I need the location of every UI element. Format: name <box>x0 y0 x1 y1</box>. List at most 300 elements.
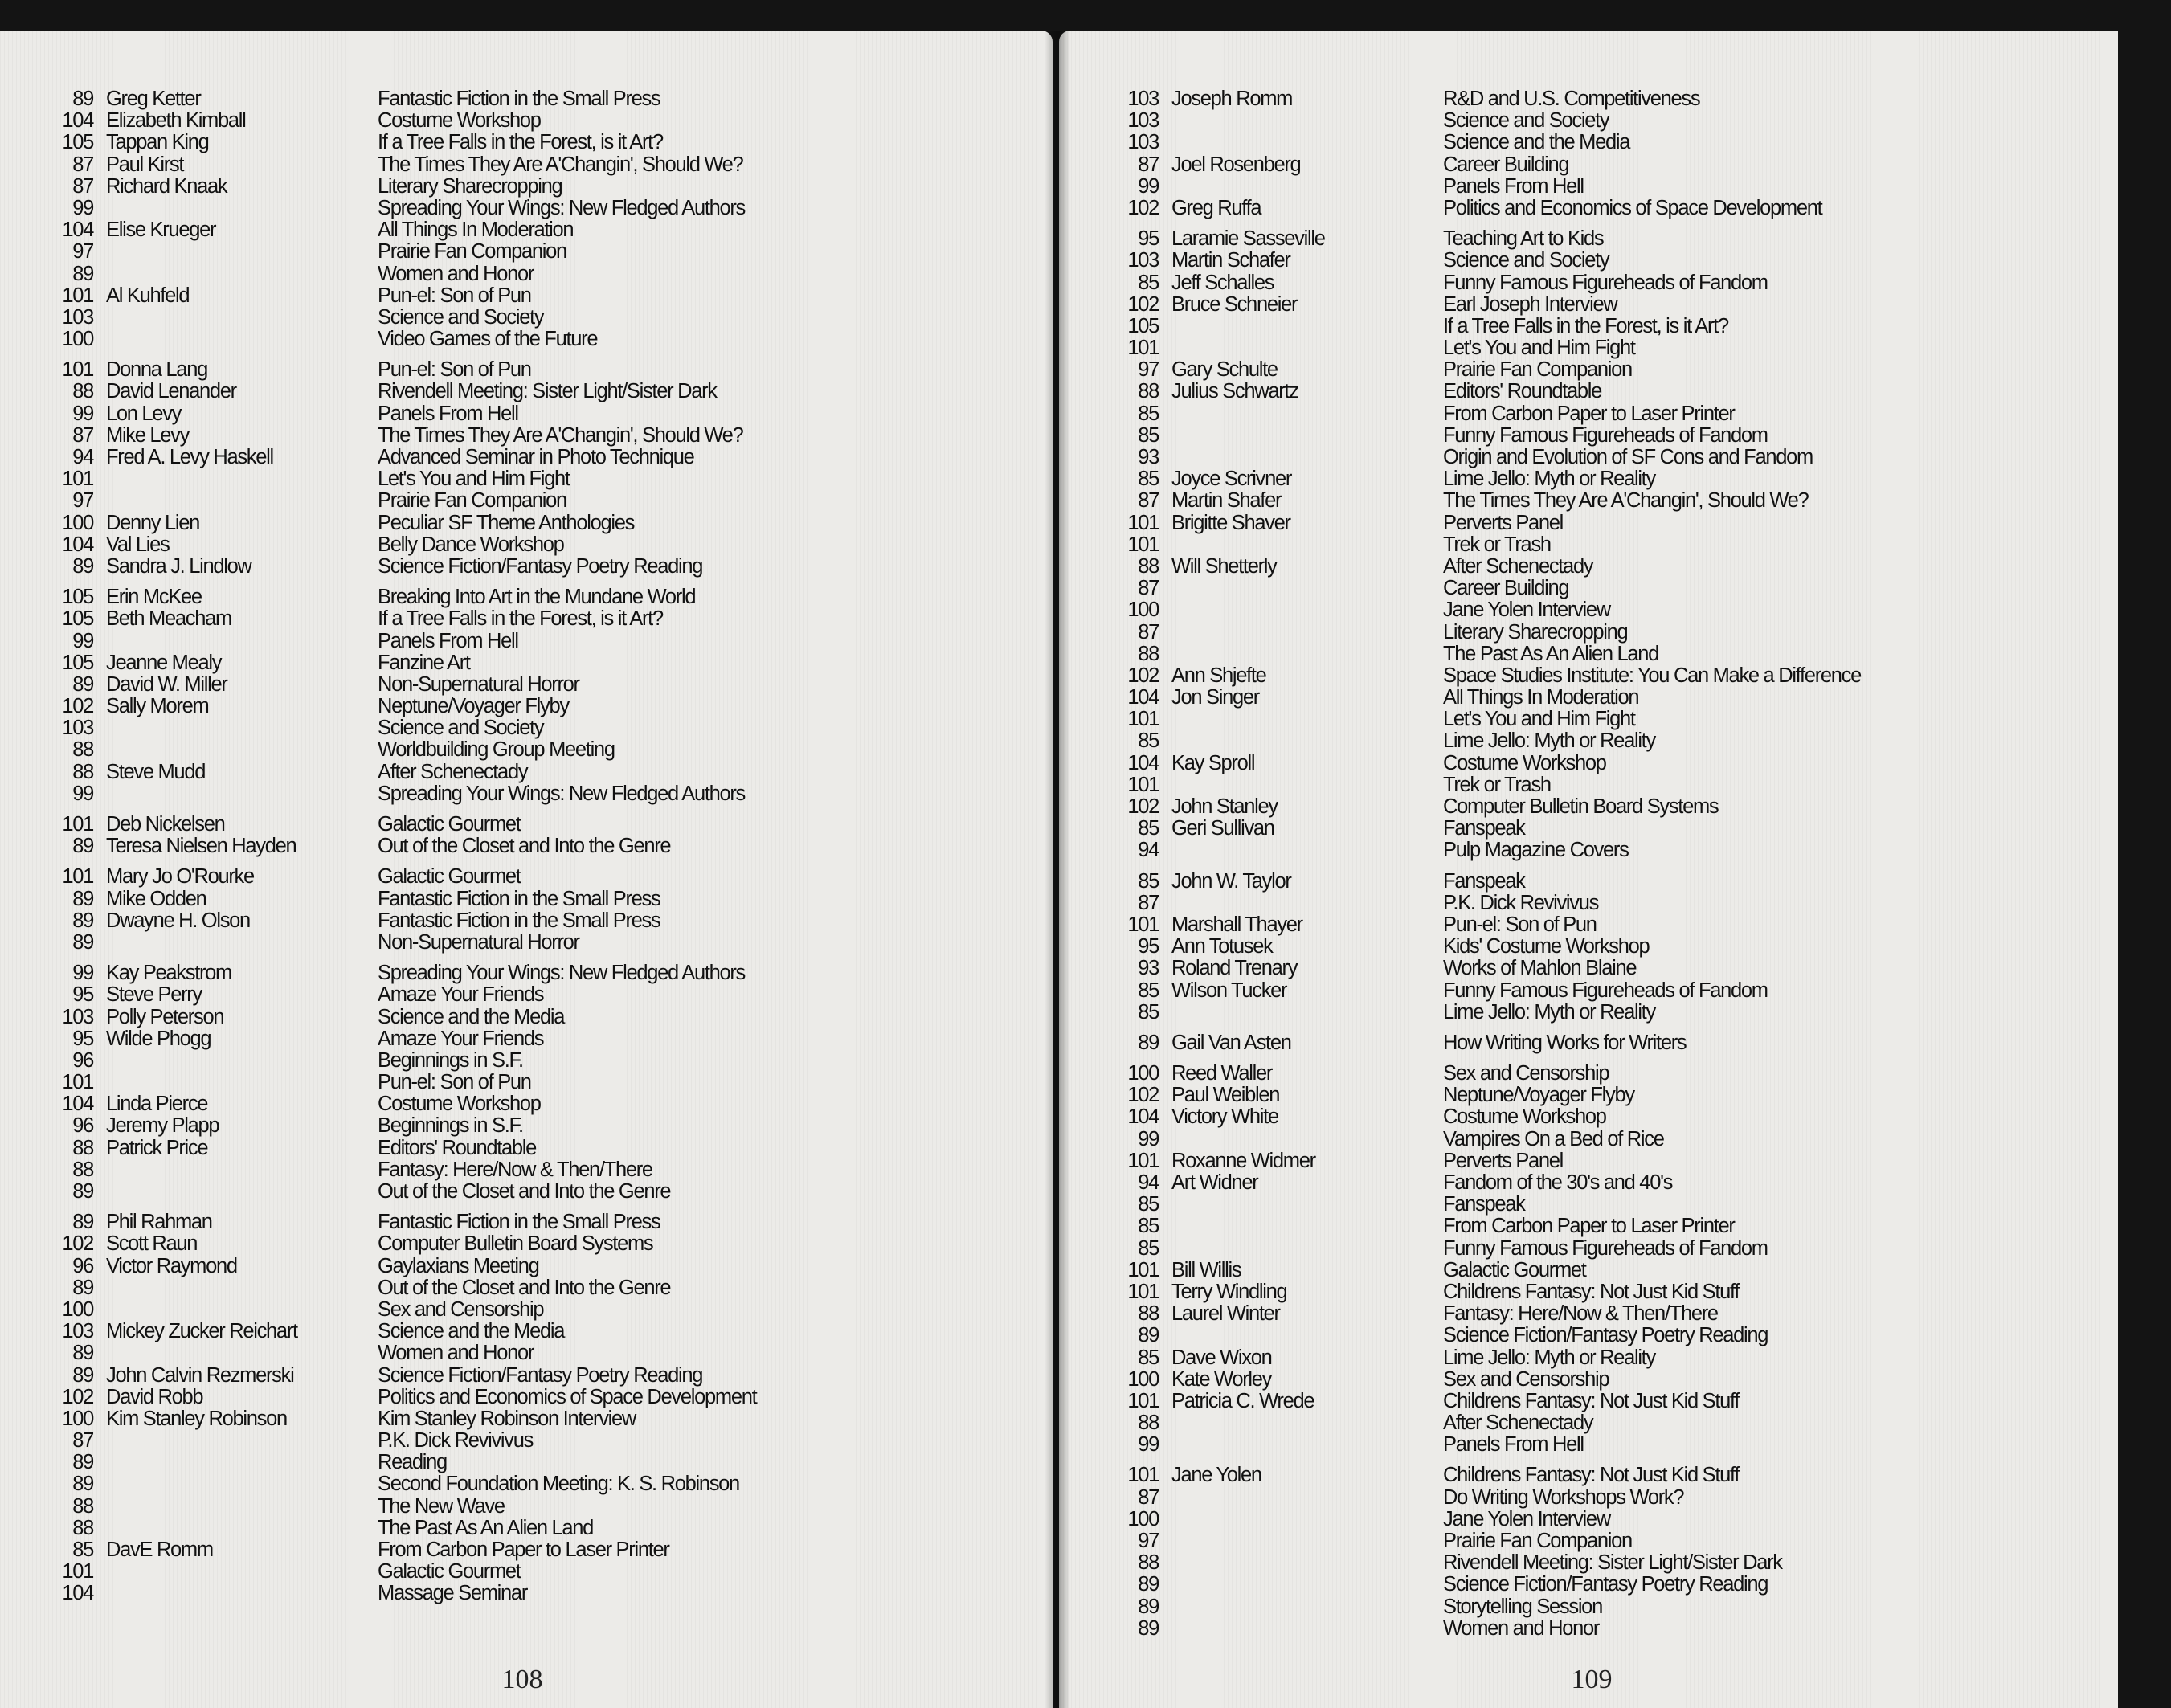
participant-name <box>106 264 378 285</box>
participant-name <box>106 1518 378 1539</box>
index-row <box>1115 1303 1861 1325</box>
index-row <box>1115 871 1861 893</box>
participant-name <box>1171 1325 1443 1346</box>
panel-title: Fantastic Fiction in the Small Press <box>378 1211 660 1234</box>
page-ref: 85 <box>1138 817 1159 840</box>
participant-name <box>1171 1434 1443 1456</box>
index-row <box>50 631 756 652</box>
group-spacer <box>1115 862 1861 871</box>
participant-name: Richard Knaak <box>106 174 227 198</box>
index-row <box>1115 513 1861 534</box>
page-ref: 101 <box>62 1560 93 1583</box>
page-ref: 89 <box>72 672 93 696</box>
index-row <box>1115 1434 1861 1456</box>
panel-title: Fantastic Fiction in the Small Press <box>378 88 660 110</box>
panel-title: Neptune/Voyager Flyby <box>1443 1084 1634 1107</box>
panel-title: Funny Famous Figureheads of Fandom <box>1443 1236 1768 1260</box>
page-ref: 105 <box>62 607 93 631</box>
index-row <box>50 403 756 425</box>
participant-name: Victor Raymond <box>106 1254 237 1277</box>
panel-title: Pun-el: Son of Pun <box>378 358 531 382</box>
index-row <box>1115 1085 1861 1106</box>
participant-name: Bruce Schneier <box>1171 292 1298 316</box>
participant-name <box>1171 774 1443 796</box>
page-ref: 103 <box>1127 88 1159 110</box>
index-row <box>50 1050 756 1072</box>
index-row <box>50 652 756 674</box>
participant-name: Geri Sullivan <box>1171 817 1274 840</box>
panel-title: Costume Workshop <box>1443 751 1606 774</box>
page-ref: 89 <box>72 887 93 910</box>
index-row <box>1115 893 1861 914</box>
page-ref: 89 <box>1138 1573 1159 1596</box>
index-row <box>1115 753 1861 774</box>
participant-name <box>1171 709 1443 730</box>
panel-title: The Past As An Alien Land <box>378 1516 594 1539</box>
book-gutter-shadow <box>1045 31 1070 1708</box>
page-ref: 105 <box>62 651 93 674</box>
participant-name: Kay Sproll <box>1171 751 1255 774</box>
panel-title: Panels From Hell <box>1443 1433 1584 1457</box>
index-row <box>50 739 756 761</box>
participant-name <box>106 1430 378 1452</box>
panel-title: Pun-el: Son of Pun <box>378 1071 531 1094</box>
participant-name: Val Lies <box>106 533 170 556</box>
page-ref: 88 <box>1138 380 1159 403</box>
participant-name: Paul Weiblen <box>1171 1084 1280 1107</box>
index-row <box>1115 110 1861 132</box>
page-ref: 104 <box>1127 1105 1159 1129</box>
index-row <box>50 608 756 630</box>
index-row <box>1115 1106 1861 1128</box>
participant-name: Fred A. Levy Haskell <box>106 446 273 468</box>
page-ref: 95 <box>1138 935 1159 958</box>
index-row <box>1115 1487 1861 1509</box>
page-ref: 87 <box>1138 489 1159 513</box>
panel-title: All Things In Moderation <box>378 219 574 242</box>
participant-index-list <box>1115 88 1861 1640</box>
panel-title: Galactic Gourmet <box>378 1560 521 1583</box>
panel-title: Sex and Censorship <box>378 1297 544 1321</box>
participant-name: Greg Ruffa <box>1171 196 1261 219</box>
index-row <box>1115 599 1861 621</box>
panel-title: Science and the Media <box>1443 131 1630 154</box>
index-row <box>1115 447 1861 468</box>
panel-title: Let's You and Him Fight <box>378 468 570 491</box>
panel-title: Worldbuilding Group Meeting <box>378 738 615 762</box>
participant-name <box>106 1342 378 1364</box>
page-ref: 85 <box>72 1538 93 1561</box>
page-ref: 101 <box>1127 511 1159 534</box>
page-ref: 104 <box>1127 751 1159 774</box>
page-ref: 100 <box>1127 599 1159 622</box>
panel-title: Peculiar SF Theme Anthologies <box>378 511 635 534</box>
page-ref: 96 <box>72 1048 93 1072</box>
page-ref: 89 <box>1138 1031 1159 1054</box>
participant-name: Steve Mudd <box>106 760 206 783</box>
index-row <box>50 556 756 578</box>
panel-title: Prairie Fan Companion <box>378 489 566 513</box>
page-ref: 89 <box>1138 1595 1159 1618</box>
page-ref: 101 <box>1127 533 1159 556</box>
participant-name: Denny Lien <box>106 511 200 534</box>
participant-name: Erin McKee <box>106 586 202 609</box>
index-row <box>50 1256 756 1277</box>
page-ref: 101 <box>62 1071 93 1094</box>
page-ref: 105 <box>62 586 93 609</box>
panel-title: Trek or Trash <box>1443 773 1551 796</box>
index-row <box>1115 774 1861 796</box>
participant-name <box>1171 1618 1443 1640</box>
page-ref: 88 <box>72 738 93 762</box>
page-ref: 100 <box>62 511 93 534</box>
participant-name: Joel Rosenberg <box>1171 153 1301 176</box>
page-ref: 101 <box>1127 773 1159 796</box>
participant-name <box>106 1452 378 1473</box>
page-ref: 101 <box>62 284 93 307</box>
index-row <box>1115 1596 1861 1618</box>
index-row <box>50 1452 756 1473</box>
index-row <box>1115 490 1861 512</box>
participant-name: Jeremy Plapp <box>106 1114 219 1138</box>
right-page <box>1059 31 2118 1708</box>
index-row <box>50 285 756 307</box>
page-ref: 95 <box>72 1027 93 1050</box>
participant-name: Jeff Schalles <box>1171 271 1274 294</box>
participant-name: Joseph Romm <box>1171 88 1293 110</box>
participant-name: Polly Peterson <box>106 1005 224 1028</box>
page-ref: 101 <box>1127 1389 1159 1412</box>
page-ref: 93 <box>1138 957 1159 980</box>
index-row <box>50 1408 756 1430</box>
panel-title: Storytelling Session <box>1443 1595 1602 1618</box>
page-ref: 89 <box>72 1276 93 1299</box>
index-row <box>1115 1150 1861 1172</box>
participant-name: Gary Schulte <box>1171 358 1278 382</box>
index-row <box>1115 1129 1861 1150</box>
panel-title: Science Fiction/Fantasy Poetry Reading <box>1443 1573 1768 1596</box>
index-row <box>1115 1391 1861 1412</box>
panel-title: Literary Sharecropping <box>378 174 562 198</box>
page-ref: 101 <box>1127 1280 1159 1303</box>
page-ref: 88 <box>1138 1302 1159 1326</box>
page-ref: 103 <box>1127 109 1159 133</box>
page-ref: 103 <box>1127 249 1159 272</box>
index-row <box>50 1387 756 1408</box>
panel-title: Reading <box>378 1451 447 1474</box>
index-row <box>50 1321 756 1342</box>
panel-title: Prairie Fan Companion <box>378 240 566 264</box>
panel-title: Childrens Fantasy: Not Just Kid Stuff <box>1443 1280 1740 1303</box>
page-ref: 94 <box>1138 1171 1159 1194</box>
panel-title: Rivendell Meeting: Sister Light/Sister Dark <box>378 380 717 403</box>
participant-name: Terry Windling <box>1171 1280 1287 1303</box>
panel-title: The New Wave <box>378 1494 505 1518</box>
index-row <box>50 176 756 198</box>
panel-title: Origin and Evolution of SF Cons and Fandom <box>1443 446 1813 468</box>
panel-title: Out of the Closet and Into the Genre <box>378 835 671 858</box>
participant-name <box>106 1159 378 1181</box>
participant-name: DavE Romm <box>106 1538 213 1561</box>
index-row <box>1115 468 1861 490</box>
panel-title: After Schenectady <box>1443 1412 1593 1435</box>
page-number: 108 <box>501 1665 543 1694</box>
index-row <box>50 1365 756 1387</box>
page-ref: 85 <box>1138 979 1159 1002</box>
participant-name <box>106 739 378 761</box>
panel-title: Women and Honor <box>378 262 534 285</box>
index-row <box>1115 687 1861 709</box>
page-ref: 85 <box>1138 468 1159 491</box>
panel-title: Amaze Your Friends <box>378 1027 544 1050</box>
panel-title: Sex and Censorship <box>1443 1367 1609 1391</box>
participant-name: Jon Singer <box>1171 686 1259 709</box>
index-row <box>1115 1347 1861 1369</box>
index-row <box>50 1028 756 1050</box>
panel-title: Literary Sharecropping <box>1443 620 1628 644</box>
participant-name <box>1171 1194 1443 1216</box>
participant-name <box>106 1583 378 1604</box>
panel-title: Career Building <box>1443 577 1569 600</box>
page-ref: 101 <box>1127 708 1159 731</box>
index-row <box>50 1007 756 1028</box>
panel-title: Childrens Fantasy: Not Just Kid Stuff <box>1443 1464 1740 1487</box>
panel-title: Science Fiction/Fantasy Poetry Reading <box>1443 1324 1768 1347</box>
panel-title: Costume Workshop <box>378 1093 541 1116</box>
panel-title: Breaking Into Art in the Mundane World <box>378 586 696 609</box>
index-row <box>1115 1618 1861 1640</box>
index-row <box>1115 1032 1861 1054</box>
panel-title: Out of the Closet and Into the Genre <box>378 1180 671 1203</box>
index-row <box>1115 1509 1861 1530</box>
page-ref: 88 <box>72 1494 93 1518</box>
panel-title: Advanced Seminar in Photo Technique <box>378 446 694 468</box>
panel-title: Fantasy: Here/Now & Then/There <box>378 1158 652 1181</box>
index-row <box>1115 250 1861 272</box>
page-ref: 103 <box>62 1320 93 1343</box>
index-row <box>1115 1238 1861 1260</box>
index-row <box>1115 1172 1861 1194</box>
page-ref: 93 <box>1138 446 1159 468</box>
panel-title: Lime Jello: Myth or Reality <box>1443 468 1655 491</box>
participant-name: Wilson Tucker <box>1171 979 1287 1002</box>
panel-title: Career Building <box>1443 153 1569 176</box>
index-row <box>50 1181 756 1203</box>
index-row <box>1115 1194 1861 1216</box>
page-ref: 95 <box>72 983 93 1007</box>
index-row <box>1115 665 1861 687</box>
panel-title: Spreading Your Wings: New Fledged Authors <box>378 782 746 805</box>
page-ref: 101 <box>1127 1464 1159 1487</box>
index-row <box>50 717 756 739</box>
page-ref: 102 <box>62 1385 93 1408</box>
page-ref: 95 <box>1138 227 1159 251</box>
participant-name: Linda Pierce <box>106 1093 208 1116</box>
page-ref: 87 <box>1138 1485 1159 1509</box>
panel-title: Editors' Roundtable <box>378 1136 537 1159</box>
participant-name <box>1171 1574 1443 1596</box>
page-ref: 101 <box>62 865 93 889</box>
page-ref: 104 <box>62 1582 93 1605</box>
participant-name <box>1171 1509 1443 1530</box>
participant-name: Dwayne H. Olson <box>106 909 250 932</box>
participant-name: Brigitte Shaver <box>1171 511 1290 534</box>
participant-name: Ann Totusek <box>1171 935 1273 958</box>
page-ref: 104 <box>62 109 93 133</box>
panel-title: Works of Mahlon Blaine <box>1443 957 1637 980</box>
participant-name <box>106 468 378 490</box>
index-row <box>50 307 756 329</box>
participant-name: Gail Van Asten <box>1171 1031 1291 1054</box>
participant-name: Mike Odden <box>106 887 206 910</box>
index-row <box>1115 622 1861 644</box>
participant-name: Kate Worley <box>1171 1367 1272 1391</box>
panel-title: Lime Jello: Myth or Reality <box>1443 729 1655 753</box>
index-row <box>50 1496 756 1518</box>
page-ref: 97 <box>1138 1530 1159 1552</box>
index-row <box>50 329 756 350</box>
participant-index-list <box>50 88 756 1605</box>
panel-title: The Times They Are A'Changin', Should We? <box>378 153 743 176</box>
index-row <box>1115 154 1861 176</box>
panel-title: Politics and Economics of Space Development <box>1443 196 1822 219</box>
index-row <box>50 674 756 696</box>
participant-name <box>1171 622 1443 644</box>
index-row <box>1115 1063 1861 1085</box>
panel-title: Vampires On a Bed of Rice <box>1443 1127 1664 1150</box>
index-row <box>50 198 756 219</box>
panel-title: Jane Yolen Interview <box>1443 1507 1610 1530</box>
page-ref: 102 <box>1127 664 1159 687</box>
index-row <box>1115 1281 1861 1303</box>
index-row <box>1115 840 1861 861</box>
page-ref: 103 <box>62 1005 93 1028</box>
participant-name: Lon Levy <box>106 402 182 425</box>
panel-title: Non-Supernatural Horror <box>378 672 579 696</box>
page-ref: 85 <box>1138 1236 1159 1260</box>
participant-name: Wilde Phogg <box>106 1027 211 1050</box>
panel-title: Kids' Costume Workshop <box>1443 935 1650 958</box>
participant-name <box>1171 1530 1443 1552</box>
participant-name <box>1171 840 1443 861</box>
index-row <box>50 154 756 176</box>
page-ref: 87 <box>1138 891 1159 914</box>
panel-title: Computer Bulletin Board Systems <box>1443 795 1719 818</box>
panel-title: Trek or Trash <box>1443 533 1551 556</box>
page-ref: 99 <box>72 402 93 425</box>
index-row <box>1115 936 1861 958</box>
page-ref: 94 <box>72 446 93 468</box>
participant-name: Mickey Zucker Reichart <box>106 1320 297 1343</box>
index-row <box>1115 176 1861 198</box>
participant-name <box>106 1561 378 1583</box>
index-row <box>50 110 756 132</box>
page-ref: 103 <box>62 305 93 329</box>
panel-title: Amaze Your Friends <box>378 983 544 1007</box>
panel-title: Science and Society <box>1443 109 1609 133</box>
participant-name: David Robb <box>106 1385 203 1408</box>
participant-name: Will Shetterly <box>1171 554 1277 578</box>
panel-title: The Times They Are A'Changin', Should We? <box>378 423 743 447</box>
index-row <box>1115 1260 1861 1281</box>
page-ref: 105 <box>1127 314 1159 337</box>
page-ref: 85 <box>1138 1193 1159 1216</box>
participant-name: David Lenander <box>106 380 236 403</box>
participant-name: Teresa Nielsen Hayden <box>106 835 296 858</box>
panel-title: Beginnings in S.F. <box>378 1114 523 1138</box>
page-ref: 104 <box>62 219 93 242</box>
participant-name <box>1171 1552 1443 1574</box>
panel-title: Spreading Your Wings: New Fledged Authors <box>378 196 746 219</box>
panel-title: Fanzine Art <box>378 651 470 674</box>
participant-name: Elizabeth Kimball <box>106 109 246 133</box>
participant-name: Victory White <box>1171 1105 1278 1129</box>
participant-name: Joyce Scrivner <box>1171 468 1292 491</box>
page-ref: 87 <box>72 1429 93 1453</box>
index-row <box>50 762 756 783</box>
panel-title: Fantastic Fiction in the Small Press <box>378 909 660 932</box>
page-ref: 102 <box>1127 196 1159 219</box>
participant-name <box>1171 578 1443 599</box>
panel-title: Space Studies Institute: You Can Make a Difference <box>1443 664 1861 687</box>
participant-name: Scott Raun <box>106 1232 198 1256</box>
index-row <box>50 513 756 534</box>
index-row <box>50 1583 756 1604</box>
participant-name <box>1171 337 1443 359</box>
panel-title: Fanspeak <box>1443 1193 1525 1216</box>
panel-title: Perverts Panel <box>1443 1149 1564 1172</box>
participant-name <box>106 1050 378 1072</box>
panel-title: Lime Jello: Myth or Reality <box>1443 1000 1655 1024</box>
index-row <box>50 219 756 241</box>
page-ref: 87 <box>72 423 93 447</box>
panel-title: Science and Society <box>1443 249 1609 272</box>
participant-name <box>106 1473 378 1495</box>
page-ref: 85 <box>1138 402 1159 425</box>
page-ref: 88 <box>72 1136 93 1159</box>
panel-title: Teaching Art to Kids <box>1443 227 1604 251</box>
page-ref: 89 <box>72 1342 93 1365</box>
participant-name <box>106 307 378 329</box>
page-ref: 100 <box>62 328 93 351</box>
page-ref: 88 <box>1138 642 1159 665</box>
page-ref: 104 <box>62 1093 93 1116</box>
participant-name: Sandra J. Lindlow <box>106 554 251 578</box>
participant-name: John W. Taylor <box>1171 869 1291 893</box>
index-row <box>1115 914 1861 936</box>
participant-name: Reed Waller <box>1171 1062 1273 1085</box>
page-ref: 89 <box>72 930 93 954</box>
page-ref: 99 <box>72 962 93 985</box>
panel-title: Belly Dance Workshop <box>378 533 564 556</box>
index-row <box>1115 1574 1861 1596</box>
panel-title: Video Games of the Future <box>378 328 598 351</box>
index-row <box>50 586 756 608</box>
participant-name <box>106 241 378 263</box>
panel-title: P.K. Dick Revivivus <box>1443 891 1599 914</box>
page-ref: 101 <box>1127 337 1159 360</box>
panel-title: Science Fiction/Fantasy Poetry Reading <box>378 554 703 578</box>
participant-name <box>106 490 378 512</box>
page-ref: 88 <box>72 760 93 783</box>
panel-title: Pun-el: Son of Pun <box>1443 913 1597 936</box>
index-row <box>1115 1216 1861 1237</box>
participant-name: Phil Rahman <box>106 1211 212 1234</box>
index-row <box>50 1342 756 1364</box>
panel-title: How Writing Works for Writers <box>1443 1031 1687 1054</box>
index-row <box>1115 796 1861 818</box>
participant-name <box>106 1496 378 1518</box>
